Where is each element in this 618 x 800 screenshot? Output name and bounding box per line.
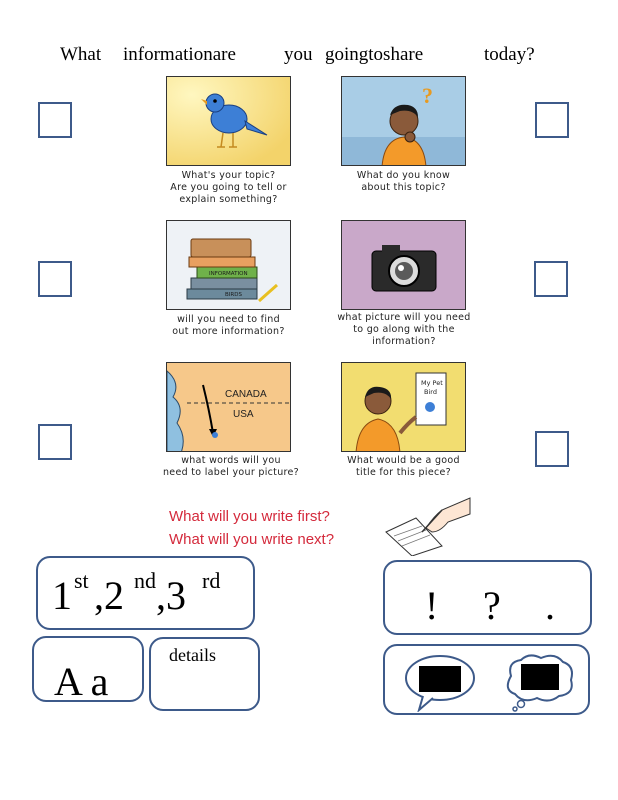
panel-caption-find-out: will you need to find out more information?: [172, 314, 285, 337]
panel-caption-topic: What's your topic? Are you going to tell or explain something?: [170, 170, 287, 205]
punctuation-box: [383, 560, 592, 635]
ordinal-words-box: [36, 556, 255, 630]
ordinal-number-1: 1: [52, 573, 72, 618]
panel-caption-picture: what picture will you need to go along with the information?: [337, 312, 471, 347]
svg-text:?: ?: [422, 83, 433, 108]
ordinal-suffix-st: st: [74, 568, 89, 593]
ordinal-number-2: 2: [104, 573, 124, 618]
panel-thinking-illustration: [341, 76, 466, 166]
checkbox-left-1[interactable]: [38, 102, 72, 138]
poster-line-2: Bird: [424, 388, 437, 396]
checkbox-right-1[interactable]: [535, 102, 569, 138]
panel-caption-know: What do you know about this topic?: [356, 170, 451, 193]
panel-camera-illustration: [341, 220, 466, 310]
checkbox-left-3[interactable]: [38, 424, 72, 460]
punctuation-period: .: [545, 583, 555, 628]
details-box: [149, 637, 260, 711]
speech-bubbles-box: [383, 644, 590, 715]
ordinal-suffix-nd: nd: [134, 568, 156, 593]
checkbox-right-2[interactable]: [534, 261, 568, 297]
checkbox-left-2[interactable]: [38, 261, 72, 297]
question-write-first: What will you write first?: [169, 508, 330, 525]
speech-bubble-icon: [403, 652, 477, 712]
punctuation-exclamation: !: [425, 583, 439, 628]
panel-poster-illustration: [341, 362, 466, 452]
panel-books-illustration: [166, 220, 291, 310]
ordinal-comma-2: ,: [156, 573, 166, 618]
punctuation-question: ?: [483, 583, 501, 628]
capital-letters-box: [32, 636, 144, 702]
ordinal-comma-1: ,: [94, 573, 104, 618]
ordinal-number-3: 3: [166, 573, 186, 618]
panel-caption-label: what words will you need to label your picture?: [162, 455, 300, 478]
title-word-informationare: informationare: [123, 44, 236, 65]
book-label-information: INFORMATION: [209, 271, 248, 277]
title-word-goingtoshare: goingtoshare: [325, 44, 424, 65]
book-label-birds: BIRDS: [225, 292, 242, 298]
ordinal-suffix-rd: rd: [202, 568, 221, 593]
title-word-what: What: [60, 44, 102, 65]
writing-hand-icon: [382, 488, 472, 556]
poster-line-1: My Pet: [421, 379, 443, 387]
question-write-next: What will you write next?: [169, 531, 335, 548]
title-word-today: today?: [484, 44, 535, 65]
details-label: details: [169, 645, 216, 665]
panel-map-illustration: [166, 362, 291, 452]
checkbox-right-3[interactable]: [535, 431, 569, 467]
panel-caption-title: What would be a good title for this piece?: [347, 455, 460, 478]
map-label-canada: CANADA: [225, 389, 267, 400]
letters-aa: A a: [54, 659, 109, 704]
title-word-you: you: [284, 44, 313, 65]
map-label-usa: USA: [233, 409, 254, 420]
panel-bird-illustration: [166, 76, 291, 166]
thought-bubble-icon: [501, 652, 577, 712]
